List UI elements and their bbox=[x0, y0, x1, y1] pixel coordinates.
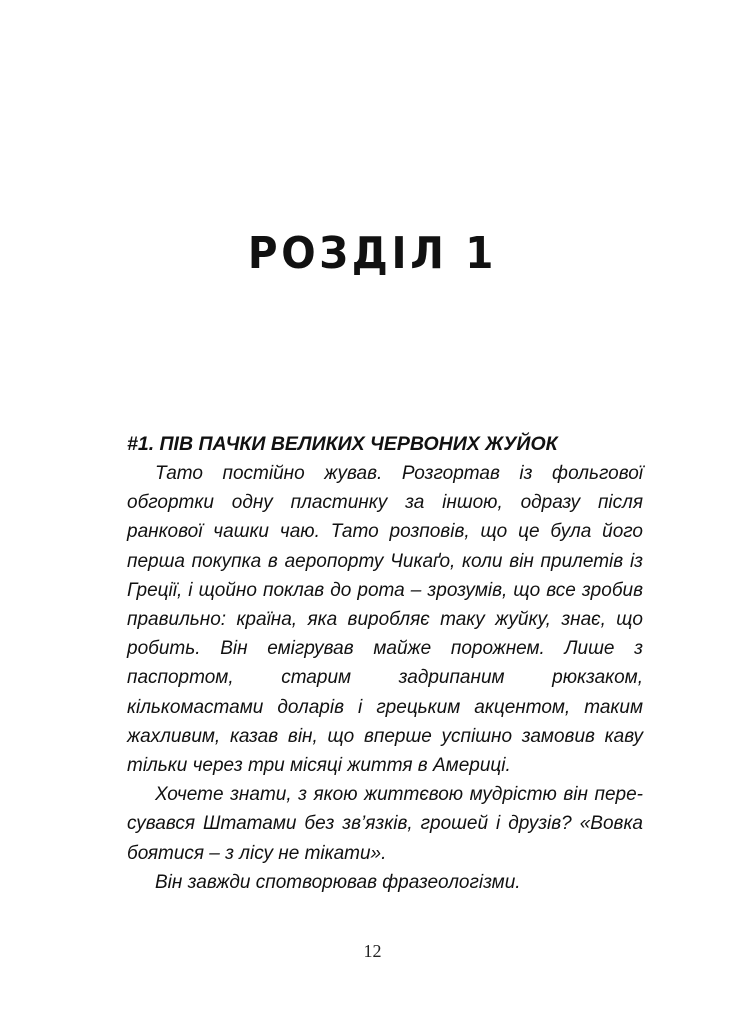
paragraph: Тато постійно жував. Розгортав із фольгової обгортки одну пластинку за іншою, одразу після ранкової чашки чаю. Тато розповів, що це була його перша покупка в аеропорту Чикаґо, коли він прилетів із Греції, і щойно поклав до рота – зрозумів, що все зробив правильно: країна, яка виробляє таку жуйку, знає, що робить. Він емігрував майже порожнем. Лише з паспортом, старим задрипаним рюкзаком, кількомастами доларів і грецьким акцентом, таким жахливим, казав він, що вперше успішно замовив каву тільки через три місяці життя в Америці. bbox=[127, 463, 643, 777]
section bbox=[127, 430, 643, 897]
paragraph: Хочете знати, з якою життєвою мудрістю він пересувався Штатами без зв’язків, грошей і друзів? «Вовка боятися – з лісу не тікати». bbox=[127, 784, 643, 864]
paragraph: Він завжди спотворював фразеологізми. bbox=[155, 871, 521, 893]
section-heading: #1. ПІВ ПАЧКИ ВЕЛИКИХ ЧЕРВОНИХ ЖУЙОК bbox=[127, 433, 558, 455]
chapter-title: РОЗДІЛ 1 bbox=[247, 228, 498, 279]
page-number: 12 bbox=[363, 941, 382, 961]
